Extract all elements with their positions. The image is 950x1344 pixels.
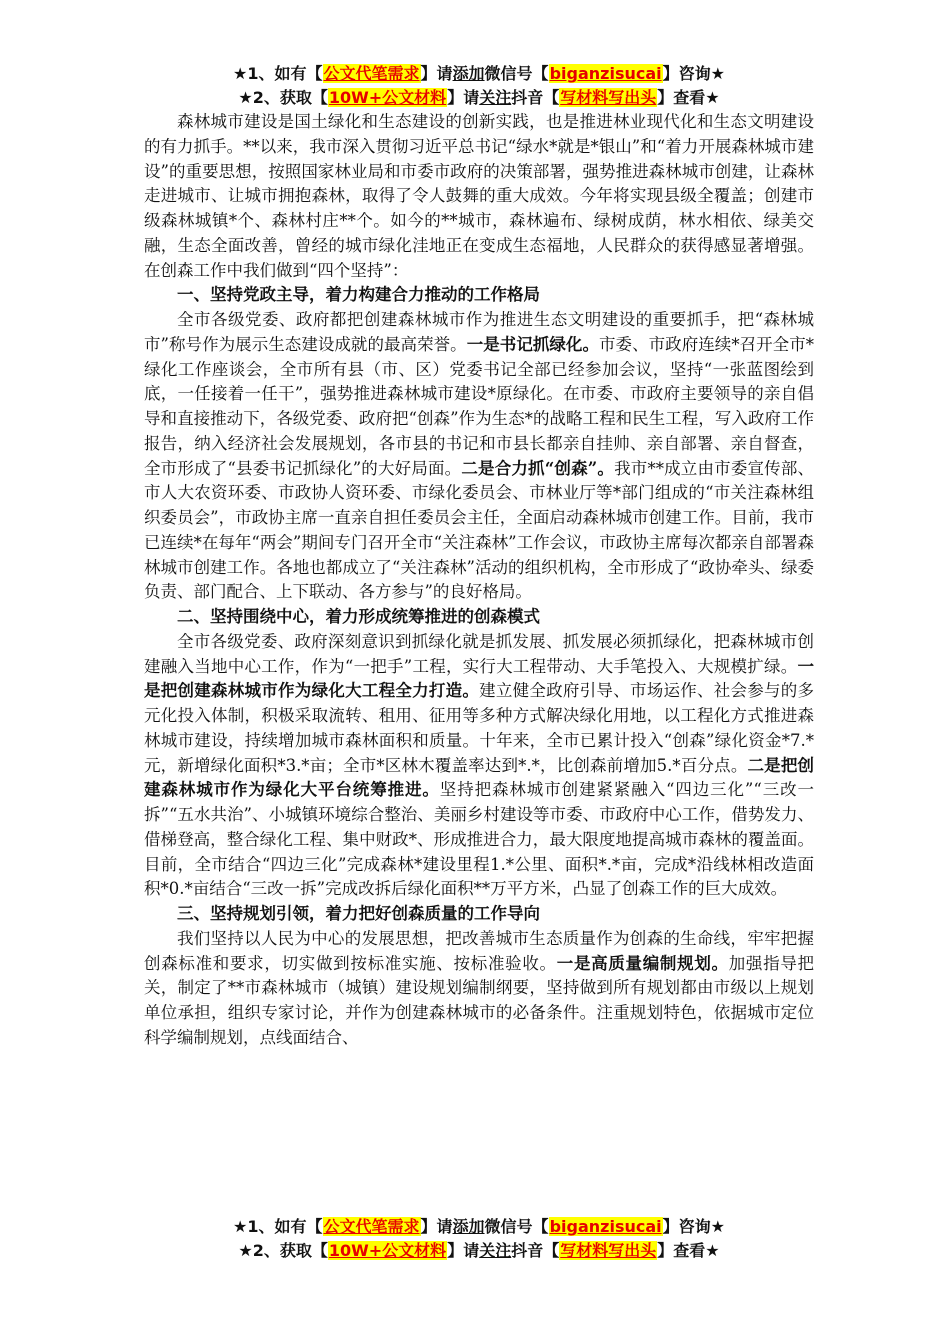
promo-banner-top	[144, 62, 814, 110]
highlight-materials: 10W+公文材料	[328, 1241, 447, 1260]
promo-line-1: ★1、如有【公文代笔需求】请添加微信号【biganzisucai】咨询★	[233, 1217, 725, 1236]
document-page	[144, 62, 814, 1051]
promo-line-2: ★2、获取【10W+公文材料】请关注抖音【写材料写出头】查看★	[238, 88, 720, 107]
highlight-wechat-id: biganzisucai	[549, 64, 662, 83]
intro-paragraph: 森林城市建设是国土绿化和生态建设的创新实践，也是推进林业现代化和生态文明建设的有力抓手。**以来，我市深入贯彻习近平总书记“绿水*就是*银山”和“着力开展森林城市建设”的重要思想，按照国家林业局和市委市政府的决策部署，强势推进森林城市创建，让森林走进城市、让城市拥抱森林，取得了令人鼓舞的重大成效。今年将实现县级全覆盖；创建市级森林城镇*个、森林村庄**个。如今的**城市，森林遍布、绿树成荫，林水相依、绿美交融，生态全面改善，曾经的城市绿化洼地正在变成生态福地，人民群众的获得感显著增强。在创森工作中我们做到“四个坚持”：	[144, 112, 814, 280]
highlight-wechat-id: biganzisucai	[549, 1217, 662, 1236]
section-heading-2: 二、坚持围绕中心，着力形成统筹推进的创森模式	[177, 607, 540, 626]
document-body	[144, 110, 814, 1051]
section-heading-3: 三、坚持规划引领，着力把好创森质量的工作导向	[177, 904, 540, 923]
section-2-paragraph: 全市各级党委、政府深刻意识到抓绿化就是抓发展、抓发展必须抓绿化，把森林城市创建融入当地中心工作，作为“一把手”工程，实行大工程带动、大手笔投入、大规模扩绿。一是把创建森林城市作为绿化大工程全力打造。建立健全政府引导、市场运作、社会参与的多元化投入体制，积极采取流转、租用、征用等多种方式解决绿化用地，以工程化方式推进森林城市建设，持续增加城市森林面积和质量。十年来，全市已累计投入“创森”绿化资金*7.*元，新增绿化面积*3.*亩；全市*区林木覆盖率达到*.*，比创森前增加5.*百分点。二是把创建森林城市作为绿化大平台统筹推进。坚持把森林城市创建紧紧融入“四边三化”“三改一拆”“五水共治”、小城镇环境综合整治、美丽乡村建设等市委、市政府中心工作，借势发力、借梯登高，整合绿化工程、集中财政*、形成推进合力，最大限度地提高城市森林的覆盖面。目前，全市结合“四边三化”完成森林*建设里程1.*公里、面积*.*亩，完成*沿线林相改造面积*0.*亩结合“三改一拆”完成改拆后绿化面积**万平方米，凸显了创森工作的巨大成效。	[144, 631, 815, 899]
highlight-douyin: 写材料写出头	[560, 1241, 657, 1260]
star-icon: ★	[238, 88, 253, 107]
section-heading-1: 一、坚持党政主导，着力构建合力推动的工作格局	[177, 285, 540, 305]
promo-line-1: ★1、如有【公文代笔需求】请添加微信号【biganzisucai】咨询★	[233, 64, 725, 83]
section-3-paragraph: 我们坚持以人民为中心的发展思想，把改善城市生态质量作为创森的生命线，牢牢把握创森标准和要求，切实做到按标准实施、按标准验收。一是高质量编制规划。加强指导把关，制定了**市森林城市（城镇）建设规划编制纲要，坚持做到所有规划都由市级以上规划单位承担，组织专家讨论，并作为创建森林城市的必备条件。注重规划特色，依据城市定位科学编制规划，点线面结合、	[144, 928, 815, 1047]
star-icon: ★	[233, 64, 248, 83]
promo-banner-bottom	[144, 1215, 814, 1263]
promo-line-2: ★2、获取【10W+公文材料】请关注抖音【写材料写出头】查看★	[238, 1241, 720, 1260]
star-icon: ★	[238, 1241, 253, 1260]
star-icon: ★	[233, 1217, 248, 1236]
highlight-service: 公文代笔需求	[323, 1217, 420, 1236]
highlight-service: 公文代笔需求	[323, 64, 420, 83]
highlight-materials: 10W+公文材料	[328, 88, 447, 107]
section-1-paragraph: 全市各级党委、政府都把创建森林城市作为推进生态文明建设的重要抓手，把“森林城市”称号作为展示生态建设成就的最高荣誉。一是书记抓绿化。市委、市政府连续*召开全市*绿化工作座谈会，全市所有县（市、区）党委书记全部已经参加会议，坚持“一张蓝图绘到底，一任接着一任干”，强势推进森林城市建设*原绿化。在市委、市政府主要领导的亲自倡导和直接推动下，各级党委、政府把“创森”作为生态*的战略工程和民生工程，写入政府工作报告，纳入经济社会发展规划，各市县的书记和市县长都亲自挂帅、亲自部署、亲自督查，全市形成了“县委书记抓绿化”的大好局面。二是合力抓“创森”。我市**成立由市委宣传部、市人大农资环委、市政协人资环委、市绿化委员会、市林业厅等*部门组成的“市关注森林组织委员会”，市政协主席一直亲自担任委员会主任，全面启动森林城市创建工作。目前，我市已连续*在每年“两会”期间专门召开全市“关注森林”工作会议，市政协主席每次都亲自部署森林城市创建工作。各地也都成立了“关注森林”活动的组织机构，全市形成了“政协牵头、绿委负责、部门配合、上下联动、各方参与”的良好格局。	[144, 310, 815, 602]
highlight-douyin: 写材料写出头	[560, 88, 657, 107]
